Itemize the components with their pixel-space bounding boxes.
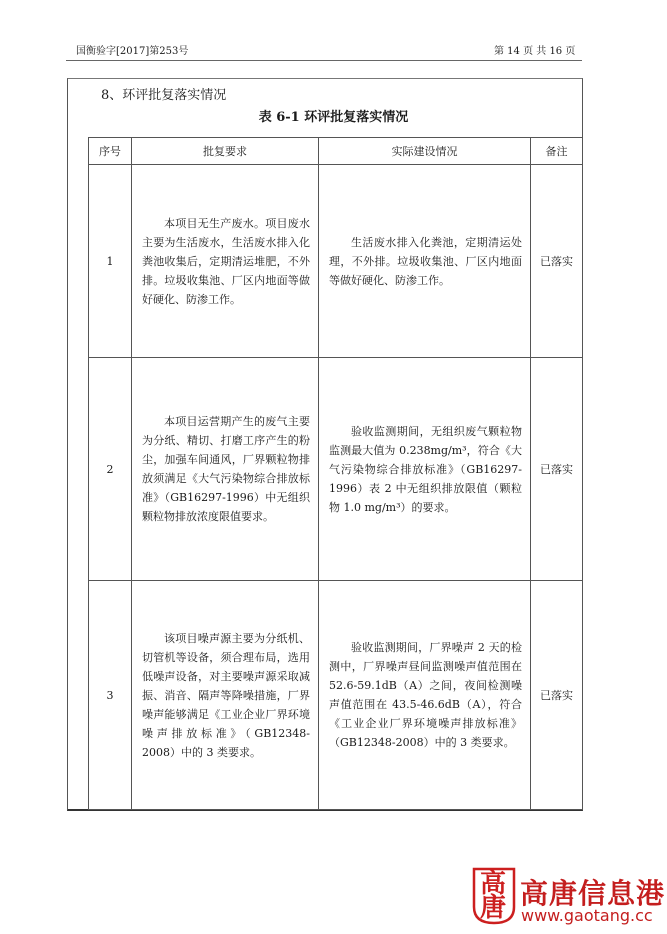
requirement-text: 该项目噪声源主要为分纸机、切管机等设备，须合理布局，选用低噪声设备，对主要噪声源采取减振、消音、隔声等降噪措施，厂界噪声能够满足《工业企业厂界环境噪声排放标准》（GB12348-2008）中的 3 类要求。 bbox=[142, 631, 310, 759]
table-row bbox=[89, 581, 583, 810]
row-note: 已落实 bbox=[531, 165, 583, 358]
watermark-url: www.gaotang.cc bbox=[521, 906, 653, 925]
approval-table bbox=[88, 137, 583, 810]
doc-number: 国衡验字[2017]第253号 bbox=[76, 46, 189, 57]
logo-char-bottom: 唐 bbox=[480, 893, 507, 923]
row-note: 已落实 bbox=[531, 581, 583, 810]
col-header-note: 备注 bbox=[531, 138, 583, 165]
table-row bbox=[89, 165, 583, 358]
row-actual bbox=[319, 581, 531, 810]
section-title: 8、环评批复落实情况 bbox=[101, 88, 227, 103]
col-header-requirement: 批复要求 bbox=[132, 138, 319, 165]
watermark-brand: 高唐信息港 bbox=[520, 877, 666, 910]
row-number: 1 bbox=[89, 165, 132, 358]
col-header-number: 序号 bbox=[89, 138, 132, 165]
row-number: 3 bbox=[89, 581, 132, 810]
table-header-row bbox=[89, 138, 583, 165]
actual-text: 验收监测期间，无组织废气颗粒物监测最大值为 0.238mg/m³，符合《大气污染物综合排放标准》（GB16297-1996）表 2 中无组织排放限值（颗粒物 1.0 mg/m³）的要求。 bbox=[329, 424, 522, 514]
logo-char-top: 高 bbox=[480, 869, 507, 899]
table-row bbox=[89, 358, 583, 581]
col-header-actual: 实际建设情况 bbox=[319, 138, 531, 165]
requirement-text: 本项目运营期产生的废气主要为分纸、精切、打磨工序产生的粉尘，加强车间通风，厂界颗粒物排放须满足《大气污染物综合排放标准》（GB16297-1996）中无组织颗粒物排放浓度限值要求。 bbox=[142, 415, 310, 523]
actual-text: 生活废水排入化粪池，定期清运处理，不外排。垃圾收集池、厂区内地面等做好硬化、防渗工作。 bbox=[329, 235, 522, 287]
row-note: 已落实 bbox=[531, 358, 583, 581]
row-requirement bbox=[132, 165, 319, 358]
row-actual bbox=[319, 358, 531, 581]
row-number: 2 bbox=[89, 358, 132, 581]
row-actual bbox=[319, 165, 531, 358]
page-info: 第 14 页 共 16 页 bbox=[494, 46, 576, 57]
row-requirement bbox=[132, 358, 319, 581]
requirement-text: 本项目无生产废水。项目废水主要为生活废水，生活废水排入化粪池收集后，定期清运堆肥，不外排。垃圾收集池、厂区内地面等做好硬化、防渗工作。 bbox=[142, 216, 310, 306]
header-rule bbox=[66, 60, 582, 61]
row-requirement bbox=[132, 581, 319, 810]
watermark-logo bbox=[470, 867, 518, 925]
table-title: 表 6-1 环评批复落实情况 bbox=[258, 110, 409, 125]
actual-text: 验收监测期间，厂界噪声 2 天的检测中，厂界噪声昼间监测噪声值范围在 52.6-59.1dB（A）之间，夜间检测噪声值范围在 43.5-46.6dB（A），符合《工业企业厂界环境噪声排放标准》（GB12348-2008）中的 3 类要求。 bbox=[329, 641, 522, 749]
